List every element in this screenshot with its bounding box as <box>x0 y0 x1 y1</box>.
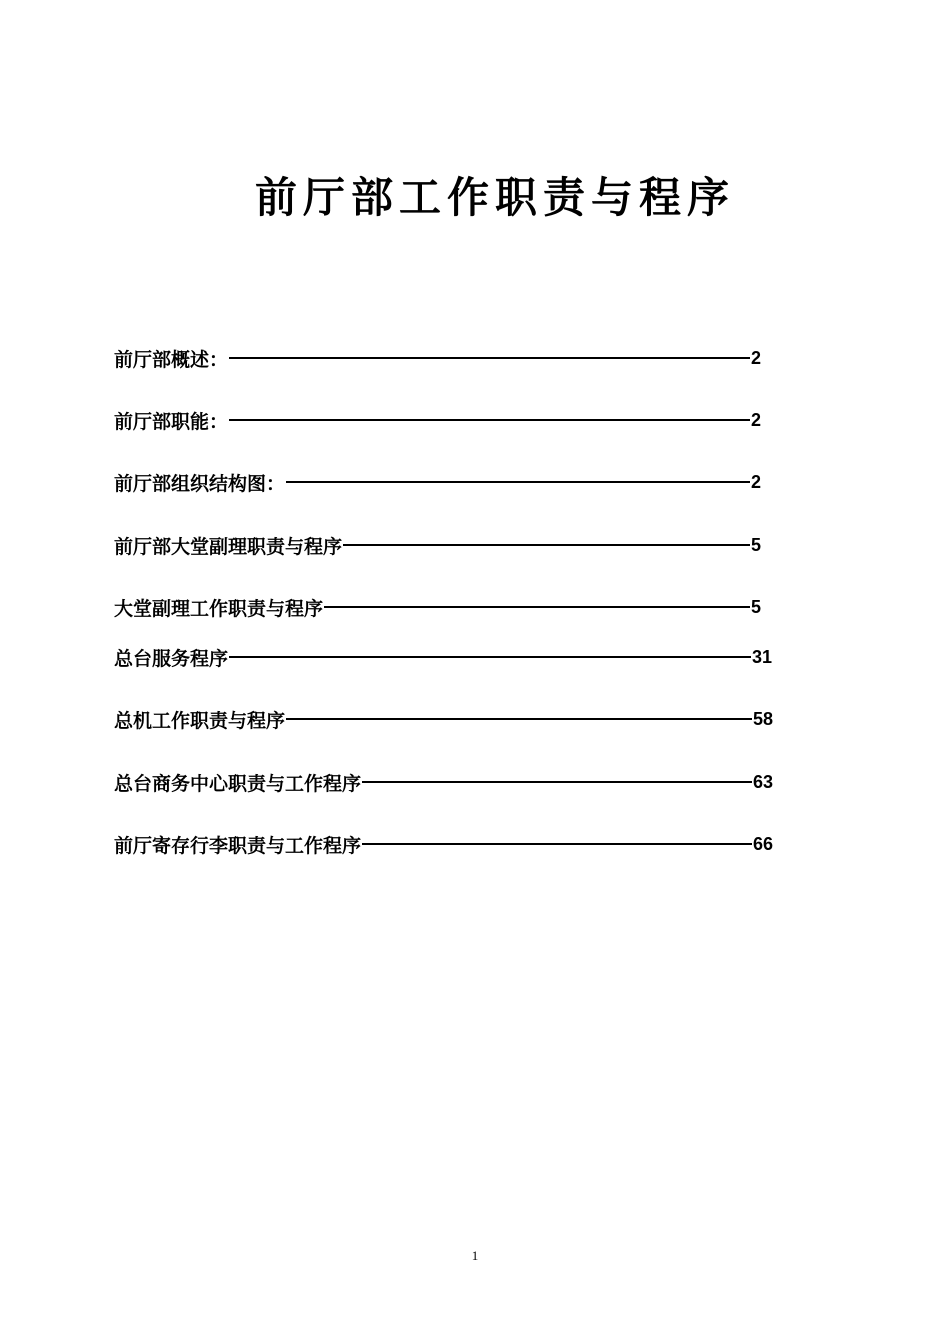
toc-entry-label: 大堂副理工作职责与程序 <box>114 597 324 620</box>
toc-entry-page: 31 <box>751 646 772 667</box>
toc-entry[interactable] <box>114 643 772 671</box>
toc-entry-label: 总台服务程序 <box>114 647 229 670</box>
toc-entry-label: 前厅部概述： <box>114 348 229 371</box>
toc-leader-line <box>343 544 750 546</box>
toc-entry-page: 66 <box>752 833 773 854</box>
toc-leader-line <box>229 419 750 421</box>
toc-entry[interactable] <box>114 406 761 434</box>
toc-leader-line <box>286 718 752 720</box>
toc-entry-page: 2 <box>750 409 761 430</box>
toc-leader-line <box>229 357 750 359</box>
toc-entry[interactable] <box>114 830 773 858</box>
page-number: 1 <box>471 1248 479 1263</box>
toc-leader-line <box>286 481 750 483</box>
toc-entry-page: 63 <box>752 771 773 792</box>
toc-leader-line <box>229 656 751 658</box>
toc-leader-line <box>362 781 752 783</box>
toc-entry-page: 2 <box>750 347 761 368</box>
document-title: 前厅部工作职责与程序 <box>254 173 735 222</box>
toc-entry-label: 前厅部大堂副理职责与程序 <box>114 535 343 558</box>
toc-entry[interactable] <box>114 705 773 733</box>
toc-entry-label: 前厅部组织结构图： <box>114 472 286 495</box>
toc-leader-line <box>362 843 752 845</box>
toc-entry[interactable] <box>114 468 761 496</box>
toc-entry[interactable] <box>114 768 773 796</box>
toc-entry-label: 前厅寄存行李职责与工作程序 <box>114 834 362 857</box>
toc-entry-page: 2 <box>750 471 761 492</box>
toc-entry-page: 5 <box>750 596 761 617</box>
toc-entry-label: 前厅部职能： <box>114 410 229 433</box>
toc-entry-page: 58 <box>752 708 773 729</box>
toc-entry-page: 5 <box>750 534 761 555</box>
toc-entry-label: 总台商务中心职责与工作程序 <box>114 772 362 795</box>
toc-entry-label: 总机工作职责与程序 <box>114 709 286 732</box>
toc-entry[interactable] <box>114 344 761 372</box>
toc-entry[interactable] <box>114 593 761 621</box>
toc-leader-line <box>324 606 750 608</box>
toc-entry[interactable] <box>114 531 761 559</box>
